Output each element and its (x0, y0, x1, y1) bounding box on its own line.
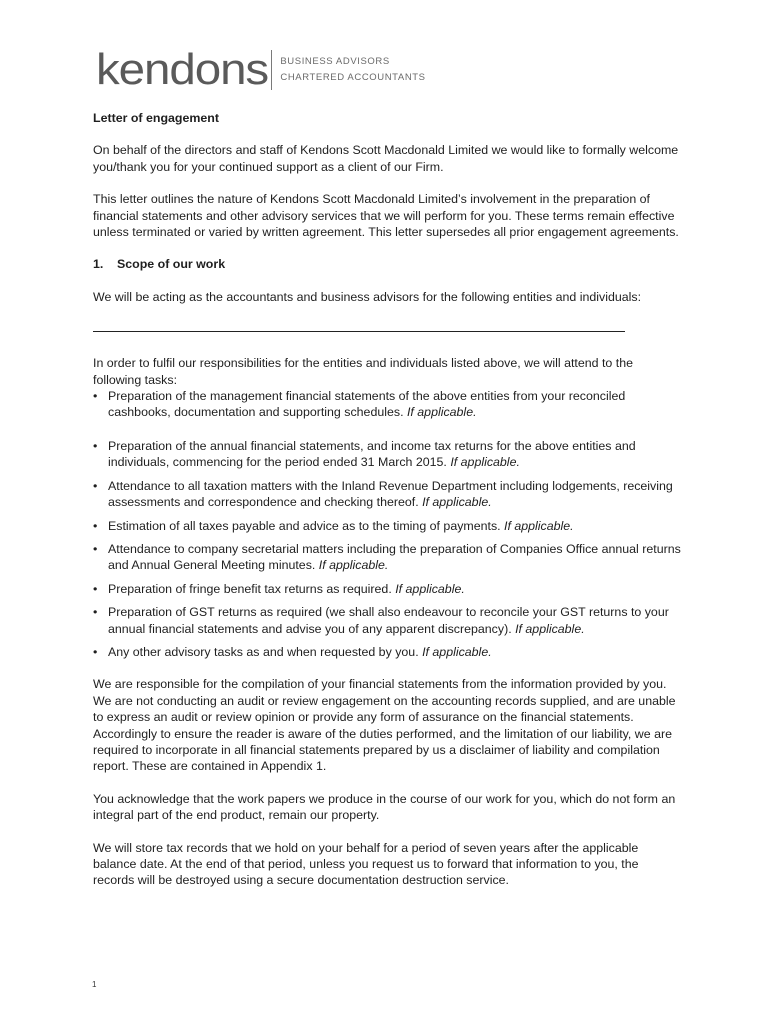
records-paragraph: We will store tax records that we hold on your behalf for a period of seven years after the applicable balance date. At the end of that period, unless you request us to forward that information to you, the records will be destroyed using a secure documentation destruction service. (93, 840, 639, 888)
section-number: 1. (93, 257, 104, 272)
list-item (93, 388, 683, 421)
task-note: If applicable. (395, 581, 465, 596)
tasks-intro-paragraph: In order to fulfil our responsibilities for the entities and individuals listed above, we will attend to the following tasks: (93, 356, 633, 387)
bullet-icon: • (93, 605, 98, 620)
task-note: If applicable. (406, 405, 477, 420)
list-item (93, 541, 683, 574)
task-text: Preparation of the management financial statements of the above entities from your reconciled cashbooks, documentation and supporting schedules. (108, 389, 626, 420)
task-text: Preparation of fringe benefit tax returns as required. (108, 581, 396, 596)
task-text: Estimation of all taxes payable and advice as to the timing of payments. (108, 518, 505, 533)
list-item (93, 604, 683, 637)
logo-wordmark: kendons (96, 45, 269, 94)
logo-tagline (280, 54, 425, 86)
logo-tagline-chartered-accountants: CHARTERED ACCOUNTANTS (280, 72, 426, 83)
section-heading-scope (93, 256, 683, 272)
bullet-icon: • (93, 438, 98, 453)
scope-paragraph: We will be acting as the accountants and business advisors for the following entities and individuals: (93, 289, 642, 304)
intro-paragraph-1: On behalf of the directors and staff of Kendons Scott Macdonald Limited we would like to formally welcome you/thank you for your continued support as a client of our Firm. (93, 143, 679, 174)
bullet-icon: • (93, 478, 98, 493)
page-number: 1 (92, 980, 97, 989)
letterhead-logo (96, 45, 426, 94)
bullet-icon: • (93, 644, 98, 659)
list-item (93, 518, 683, 534)
entities-blank-line (93, 331, 625, 332)
list-item (93, 644, 683, 660)
bullet-icon: • (93, 581, 98, 596)
task-text: Preparation of GST returns as required (we shall also endeavour to reconcile your GST returns to your annual financial statements and advise you of any apparent discrepancy). (108, 605, 669, 636)
task-note: If applicable. (318, 558, 389, 573)
list-item (93, 478, 683, 511)
task-note: If applicable. (515, 621, 585, 636)
workpapers-paragraph: You acknowledge that the work papers we produce in the course of our work for you, which do not form an integral part of the end product, remain our property. (93, 791, 676, 823)
letter-title: Letter of engagement (93, 111, 219, 125)
task-text: Attendance to company secretarial matters including the preparation of Companies Office annual returns and Annual General Meeting minutes. (108, 541, 681, 573)
responsibility-paragraph: We are responsible for the compilation of your financial statements from the information provided by you. We are not conducting an audit or review engagement on the accounting records supplied, and are unable to express an audit or review opinion or provide any form of assurance on the financial statements. Accordingly to ensure the reader is aware of the duties performed, and the limitation of our liability, we are required to incorporate in all financial statements prepared by us a disclaimer of liability and compilation report. These are contained in Appendix 1. (93, 677, 676, 774)
task-text: Attendance to all taxation matters with the Inland Revenue Department including lodgements, receiving assessments and correspondence and checking thereof. (108, 478, 673, 510)
task-note: If applicable. (504, 518, 574, 533)
list-item (93, 581, 683, 597)
tasks-list (93, 388, 683, 660)
bullet-icon: • (93, 518, 98, 533)
task-note: If applicable. (422, 644, 492, 659)
letter-body (93, 110, 683, 905)
intro-paragraph-2: This letter outlines the nature of Kendons Scott Macdonald Limited’s involvement in the preparation of financial statements and other advisory services that we will perform for you. These terms remain effective unless terminated or varied by written agreement. This letter supersedes all prior engagement agreements. (93, 192, 679, 240)
task-text: Preparation of the annual financial statements, and income tax returns for the above entities and individuals, commencing for the period ended 31 March 2015. (108, 438, 636, 470)
task-note: If applicable. (422, 495, 492, 510)
section-title: Scope of our work (117, 257, 226, 272)
bullet-icon: • (93, 389, 98, 404)
task-text: Any other advisory tasks as and when requested by you. (108, 644, 423, 659)
task-note: If applicable. (450, 455, 520, 470)
logo-tagline-business-advisors: BUSINESS ADVISORS (280, 56, 390, 67)
logo-divider (271, 50, 272, 90)
bullet-icon: • (93, 541, 98, 556)
list-item (93, 438, 683, 471)
